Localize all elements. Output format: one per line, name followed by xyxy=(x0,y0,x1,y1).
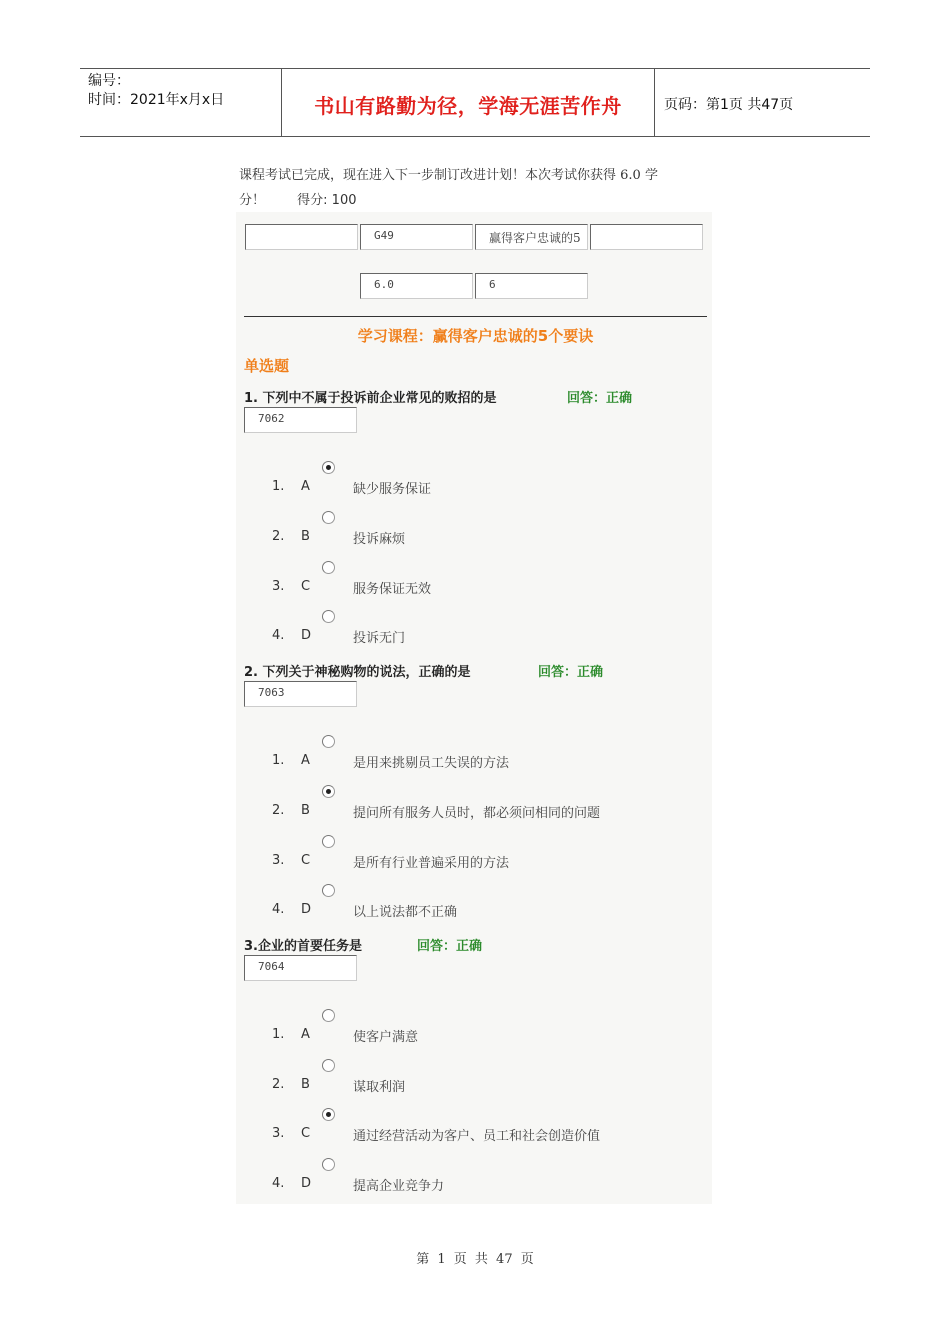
question-title: 3.企业的首要任务是 xyxy=(244,939,362,954)
radio-option-b[interactable] xyxy=(322,785,335,798)
option-number: 1. xyxy=(272,1027,285,1042)
header-bottom-rule xyxy=(80,136,870,137)
option-text: 服务保证无效 xyxy=(353,582,432,597)
option-letter: A xyxy=(301,1027,310,1042)
header-motto: 书山有路勤为径，学海无涯苦作舟 xyxy=(314,94,622,118)
option-text: 提高企业竞争力 xyxy=(353,1179,445,1194)
intro-line-1: 课程考试已完成，现在进入下一步制订改进计划！本次考试你获得 6.0 学 xyxy=(239,168,658,183)
header-meta xyxy=(88,72,224,110)
option-number: 4. xyxy=(272,628,285,643)
course-code-field[interactable]: G49 xyxy=(360,224,473,250)
option-number: 3. xyxy=(272,579,285,594)
radio-option-d[interactable] xyxy=(322,884,335,897)
option-letter: B xyxy=(301,1077,310,1092)
header-page-info: 页码：第1页 共47页 xyxy=(664,97,794,113)
option-text: 通过经营活动为客户、员工和社会创造价值 xyxy=(353,1129,601,1144)
option-letter: D xyxy=(301,902,312,917)
question-title: 1. 下列中不属于投诉前企业常见的败招的是 xyxy=(244,391,497,406)
radio-option-a[interactable] xyxy=(322,735,335,748)
option-number: 4. xyxy=(272,1176,285,1191)
option-letter: B xyxy=(301,529,310,544)
intro-suffix: 分！ xyxy=(239,193,266,208)
option-letter: D xyxy=(301,1176,312,1191)
option-text: 投诉无门 xyxy=(353,631,406,646)
number-label: 编号： xyxy=(88,73,130,89)
radio-option-d[interactable] xyxy=(322,1158,335,1171)
header-divider xyxy=(654,69,655,136)
option-number: 3. xyxy=(272,1126,285,1141)
credit-int-field[interactable]: 6 xyxy=(475,273,588,299)
question-id-field[interactable]: 7063 xyxy=(244,681,357,707)
section-title: 单选题 xyxy=(244,357,290,375)
page-footer xyxy=(0,1248,950,1267)
course-title: 学习课程：赢得客户忠诚的5个要诀 xyxy=(357,327,594,345)
radio-option-d[interactable] xyxy=(322,610,335,623)
intro-line-2 xyxy=(239,189,719,208)
option-text: 提问所有服务人员时，都必须问相同的问题 xyxy=(353,806,601,821)
option-text: 以上说法都不正确 xyxy=(353,905,458,920)
question-id-field[interactable]: 7062 xyxy=(244,407,357,433)
option-text: 谋取利润 xyxy=(353,1080,406,1095)
option-letter: C xyxy=(301,579,311,594)
option-number: 4. xyxy=(272,902,285,917)
answer-status: 回答：正确 xyxy=(567,391,633,406)
option-text: 投诉麻烦 xyxy=(353,532,406,547)
radio-option-a[interactable] xyxy=(322,1009,335,1022)
credit-field[interactable]: 6.0 xyxy=(360,273,473,299)
option-number: 3. xyxy=(272,853,285,868)
option-letter: B xyxy=(301,803,310,818)
radio-option-c[interactable] xyxy=(322,1108,335,1121)
info-field-blank[interactable] xyxy=(245,224,358,250)
option-letter: D xyxy=(301,628,312,643)
option-letter: A xyxy=(301,753,310,768)
option-number: 2. xyxy=(272,803,285,818)
option-letter: C xyxy=(301,853,311,868)
question-title: 2. 下列关于神秘购物的说法，正确的是 xyxy=(244,665,471,680)
course-name-field[interactable]: 赢得客户忠诚的5 xyxy=(475,224,588,250)
time-label: 时间：2021年x月x日 xyxy=(88,92,225,108)
score-text: 得分: 100 xyxy=(297,193,357,208)
footer-page-text: 第 1 页 共 47 页 xyxy=(416,1252,534,1267)
section-rule xyxy=(244,316,707,317)
option-text: 是所有行业普遍采用的方法 xyxy=(353,856,510,871)
answer-status: 回答：正确 xyxy=(538,665,604,680)
radio-option-c[interactable] xyxy=(322,561,335,574)
question-id-field[interactable]: 7064 xyxy=(244,955,357,981)
radio-option-c[interactable] xyxy=(322,835,335,848)
option-text: 使客户满意 xyxy=(353,1030,419,1045)
radio-option-b[interactable] xyxy=(322,1059,335,1072)
option-text: 是用来挑剔员工失误的方法 xyxy=(353,756,510,771)
option-number: 1. xyxy=(272,753,285,768)
option-number: 2. xyxy=(272,1077,285,1092)
option-text: 缺少服务保证 xyxy=(353,482,432,497)
option-number: 2. xyxy=(272,529,285,544)
option-number: 1. xyxy=(272,479,285,494)
info-field-blank-2[interactable] xyxy=(590,224,703,250)
radio-option-b[interactable] xyxy=(322,511,335,524)
option-letter: C xyxy=(301,1126,311,1141)
header-top-rule xyxy=(80,68,870,69)
radio-option-a[interactable] xyxy=(322,461,335,474)
exam-panel xyxy=(236,212,712,1204)
answer-status: 回答：正确 xyxy=(417,939,483,954)
option-letter: A xyxy=(301,479,310,494)
